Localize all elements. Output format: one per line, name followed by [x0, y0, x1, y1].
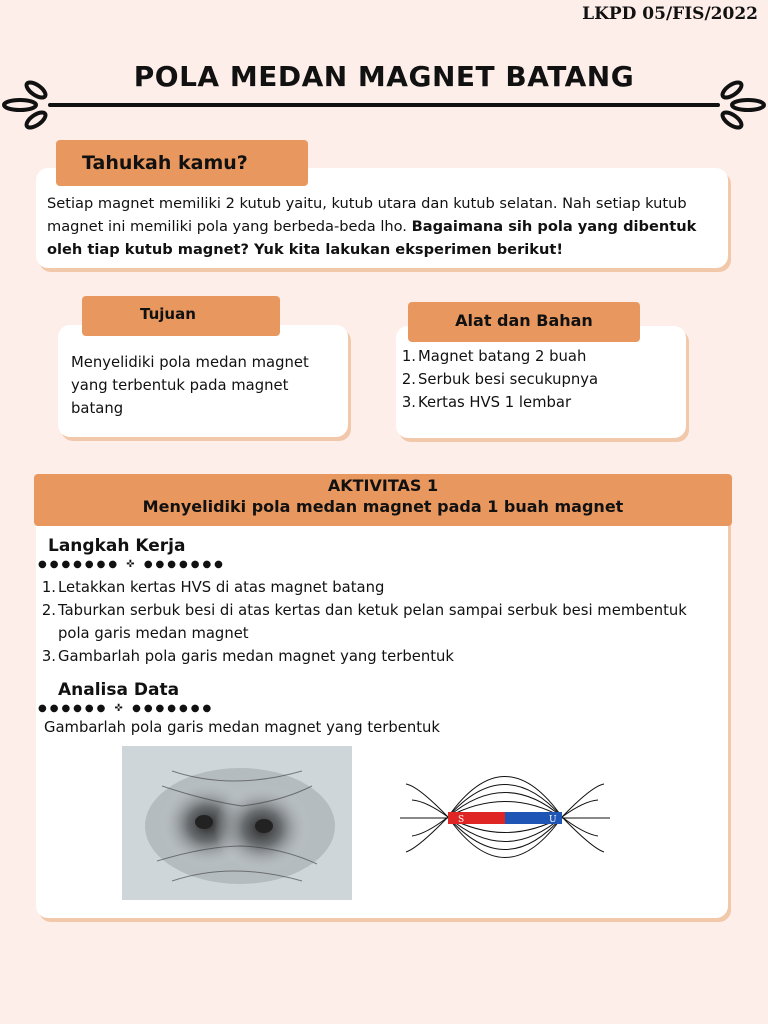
- list-item: [40, 599, 700, 645]
- tujuan-text: Menyelidiki pola medan magnet yang terbentuk pada magnet batang: [71, 354, 309, 417]
- list-text: Serbuk besi secukupnya: [418, 371, 599, 388]
- tujuan-label: Tujuan: [82, 296, 280, 336]
- list-text: Taburkan serbuk besi di atas kertas dan ketuk pelan sampai serbuk besi membentuk pola garis medan magnet: [58, 602, 687, 642]
- list-item: [40, 576, 700, 599]
- list-item: [40, 645, 700, 668]
- list-text: Magnet batang 2 buah: [418, 348, 587, 365]
- list-number: 1.: [401, 348, 416, 365]
- document-code: LKPD 05/FIS/2022: [582, 4, 758, 24]
- magnet-label-u: U: [549, 815, 557, 825]
- aktivitas-subtitle: Menyelidiki pola medan magnet pada 1 buah magnet: [142, 497, 624, 516]
- list-number: 2.: [401, 371, 416, 388]
- aktivitas-title: AKTIVITAS 1: [327, 476, 439, 495]
- sparkle-divider-icon: ●●●●●●● ✜ ●●●●●●●: [38, 559, 226, 570]
- list-item: [400, 368, 680, 391]
- list-text: Gambarlah pola garis medan magnet yang terbentuk: [58, 648, 454, 665]
- analisa-data-heading: Analisa Data: [58, 680, 180, 700]
- tahukah-text: [47, 192, 717, 261]
- magnet-pole-s: [448, 812, 505, 824]
- list-item: [400, 345, 680, 368]
- list-text: Letakkan kertas HVS di atas magnet batang: [58, 579, 385, 596]
- tahukah-label: Tahukah kamu?: [56, 140, 308, 186]
- list-number: 1.: [41, 579, 56, 596]
- langkah-kerja-heading: Langkah Kerja: [48, 536, 186, 556]
- analisa-text: Gambarlah pola garis medan magnet yang terbentuk: [44, 719, 440, 736]
- list-text: Kertas HVS 1 lembar: [418, 394, 572, 411]
- list-item: [400, 391, 680, 414]
- magnet-label-s: S: [458, 815, 465, 825]
- steps-list: [40, 576, 700, 668]
- tahukah-text-plain: Setiap magnet memiliki 2 kutub yaitu, kutub utara dan kutub selatan. Nah setiap kutub magnet ini memiliki pola yang berbeda-beda lho.: [47, 195, 687, 235]
- alat-list: [400, 345, 680, 414]
- sparkle-divider-icon: ●●●●●● ✜ ●●●●●●●: [38, 703, 215, 714]
- alat-label: Alat dan Bahan: [408, 302, 640, 342]
- page-title: POLA MEDAN MAGNET BATANG: [133, 60, 635, 93]
- list-number: 3.: [401, 394, 416, 411]
- list-number: 2.: [41, 602, 56, 619]
- magnetic-field-diagram: [398, 746, 612, 860]
- list-number: 3.: [41, 648, 56, 665]
- title-underline: [48, 103, 720, 107]
- iron-filings-photo: [122, 746, 352, 900]
- tahukah-text-bold: Bagaimana sih pola yang dibentuk oleh tiap kutub magnet? Yuk kita lakukan eksperimen berikut!: [47, 218, 697, 258]
